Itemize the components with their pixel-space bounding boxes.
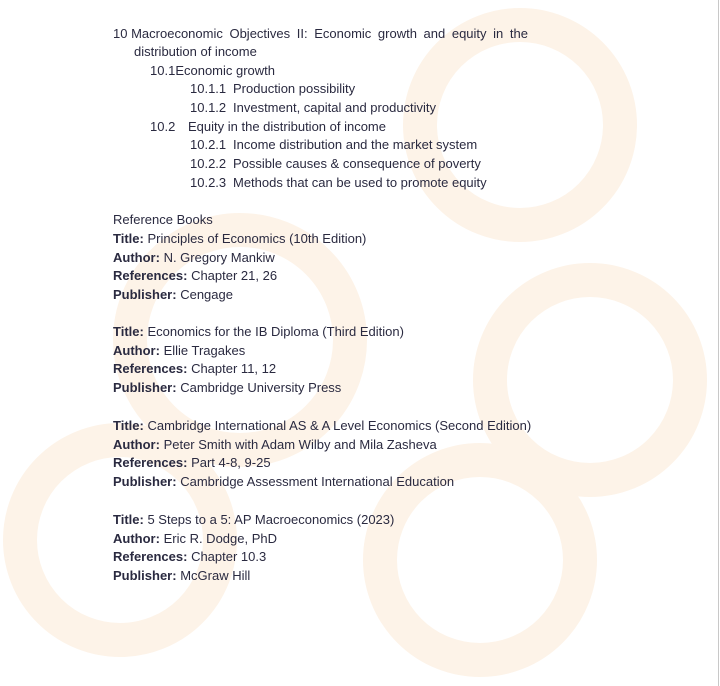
book-author-label: Author:: [113, 249, 160, 265]
reference-heading: Reference Books: [113, 212, 213, 227]
book-title-label: Title:: [113, 418, 144, 433]
book-title-label: Title:: [113, 512, 144, 527]
book-references-value: Chapter 21, 26: [191, 268, 278, 284]
subsection-number: 10.2.1: [190, 137, 227, 152]
subsection-title: Income distribution and the market system: [233, 137, 478, 152]
book-author: [113, 342, 245, 360]
book-title: [113, 230, 366, 248]
book-publisher-value: McGraw Hill: [180, 568, 251, 584]
book-title-label: Title:: [113, 324, 144, 339]
book-title-value: 5 Steps to a 5: AP Macroeconomics (2023): [147, 512, 395, 527]
book-publisher: [113, 567, 250, 585]
chapter-number: 10: [113, 26, 128, 41]
book-author-value: N. Gregory Mankiw: [163, 249, 275, 265]
subsection: [190, 99, 436, 117]
book-references: [113, 360, 276, 378]
book-author: [113, 436, 437, 454]
book-publisher-value: Cengage: [180, 287, 233, 303]
book-references-value: Chapter 10.3: [191, 549, 267, 565]
subsection-number: 10.1.2: [190, 100, 227, 115]
subsection: [190, 80, 355, 98]
book-references-label: References:: [113, 455, 188, 471]
book-author: [113, 249, 275, 267]
section-10-1: [150, 62, 275, 80]
section-title: Economic growth: [175, 63, 276, 78]
subsection-number: 10.1.1: [190, 81, 227, 96]
book-publisher: [113, 379, 341, 397]
section-10-2: [150, 118, 386, 136]
book-references-value: Chapter 11, 12: [191, 361, 277, 377]
book-references: [113, 548, 266, 566]
book-references: [113, 454, 271, 472]
subsection-title: Investment, capital and productivity: [233, 100, 437, 115]
book-references-value: Part 4-8, 9-25: [191, 455, 271, 471]
book-title-value: Economics for the IB Diploma (Third Edition): [147, 324, 404, 339]
book-publisher-value: Cambridge University Press: [180, 380, 342, 396]
book-title: [113, 417, 531, 435]
book-title: [113, 511, 394, 529]
book-publisher-label: Publisher:: [113, 474, 177, 490]
book-references: [113, 267, 277, 285]
subsection: [190, 136, 477, 154]
book-author-label: Author:: [113, 530, 160, 546]
subsection-number: 10.2.3: [190, 175, 227, 190]
book-references-label: References:: [113, 361, 188, 377]
book-title-label: Title:: [113, 231, 144, 246]
book-references-label: References:: [113, 268, 188, 284]
book-publisher: [113, 473, 454, 491]
section-number: 10.2: [150, 119, 176, 134]
section-title: Equity in the distribution of income: [188, 119, 386, 134]
chapter-heading: [113, 25, 528, 43]
section-number: 10.1: [150, 63, 176, 78]
book-title-value: Principles of Economics (10th Edition): [147, 231, 367, 246]
book-publisher-label: Publisher:: [113, 380, 177, 396]
chapter-title: Macroeconomic Objectives II: Economic growth and equity in the: [131, 26, 528, 41]
subsection-title: Possible causes & consequence of poverty: [233, 156, 481, 171]
book-author-value: Eric R. Dodge, PhD: [163, 530, 277, 546]
book-author-label: Author:: [113, 436, 160, 452]
book-references-label: References:: [113, 549, 188, 565]
book-publisher-value: Cambridge Assessment International Education: [180, 474, 455, 490]
page-edge: [718, 0, 719, 686]
subsection-number: 10.2.2: [190, 156, 227, 171]
subsection-title: Methods that can be used to promote equity: [233, 175, 487, 190]
book-title: [113, 323, 404, 341]
subsection: [190, 155, 481, 173]
book-author-value: Ellie Tragakes: [163, 342, 246, 358]
book-publisher: [113, 286, 233, 304]
subsection-title: Production possibility: [233, 81, 356, 96]
subsection: [190, 174, 487, 192]
book-author-label: Author:: [113, 342, 160, 358]
chapter-title-cont: distribution of income: [134, 44, 257, 59]
book-publisher-label: Publisher:: [113, 287, 177, 303]
book-author-value: Peter Smith with Adam Wilby and Mila Zasheva: [163, 436, 437, 452]
book-title-value: Cambridge International AS & A Level Economics (Second Edition): [147, 418, 532, 433]
book-author: [113, 530, 277, 548]
book-publisher-label: Publisher:: [113, 568, 177, 584]
